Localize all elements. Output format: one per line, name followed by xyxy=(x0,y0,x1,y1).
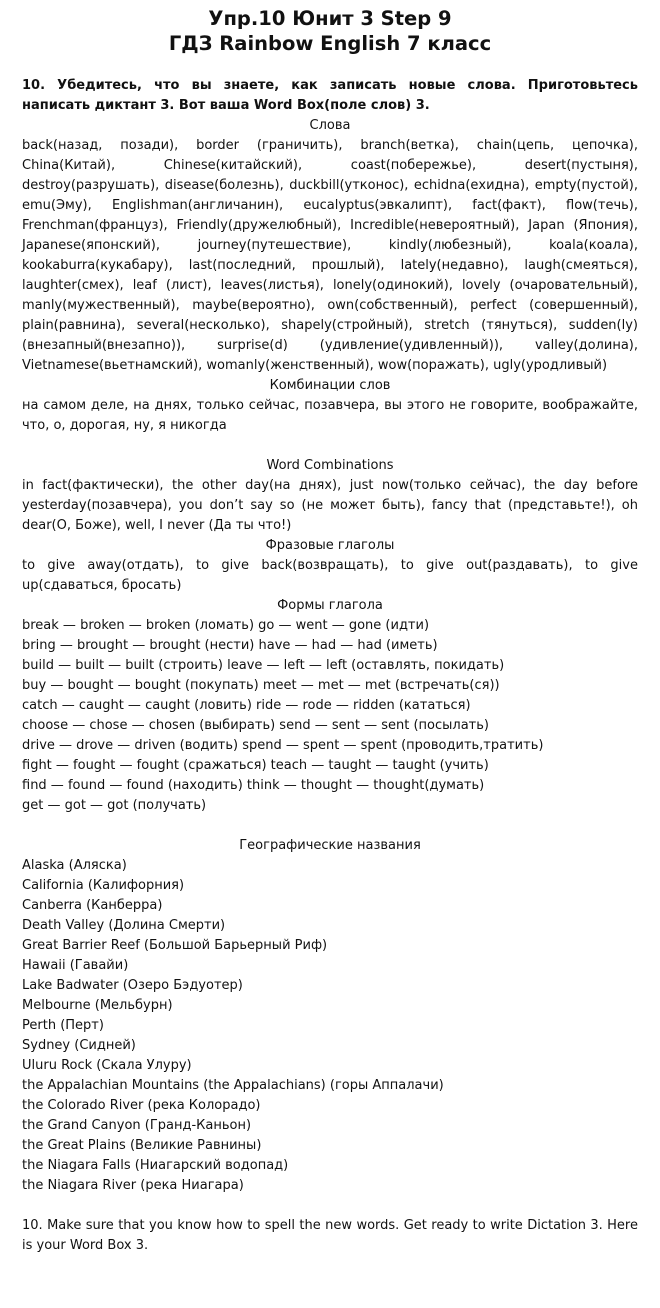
phrasal-verbs-heading: Фразовые глаголы xyxy=(265,538,395,553)
verb-form-line: break — broken — broken (ломать) go — went — gone (идти) xyxy=(22,618,430,633)
geo-names-heading: Географические названия xyxy=(239,838,421,853)
geo-name-line: Melbourne (Мельбурн) xyxy=(22,998,173,1013)
geo-names-list xyxy=(22,856,638,1196)
geo-name-line: Death Valley (Долина Смерти) xyxy=(22,918,226,933)
spacer xyxy=(22,436,638,456)
combinations-en-paragraph: in fact(фактически), the other day(на днях), just now(только сейчас), the day before yesterday(позавчера), you don’t say so (не может быть), fancy that (представьте!), oh dear(О, Боже), well, I never (Да ты что!) xyxy=(22,478,638,533)
geo-name-line: the Appalachian Mountains (the Appalachians) (горы Аппалачи) xyxy=(22,1078,444,1093)
geo-name-line: Lake Badwater (Озеро Бэдуотер) xyxy=(22,978,243,993)
verb-forms-heading: Формы глагола xyxy=(277,598,383,613)
verb-forms-list xyxy=(22,616,638,816)
verb-form-line: fight — fought — fought (сражаться) teach — taught — taught (учить) xyxy=(22,758,489,773)
geo-name-line: Uluru Rock (Скала Улуру) xyxy=(22,1058,192,1073)
combinations-ru-heading: Комбинации слов xyxy=(269,378,391,393)
geo-name-line: Alaska (Аляска) xyxy=(22,858,127,873)
geo-name-line: Sydney (Сидней) xyxy=(22,1038,136,1053)
verb-form-line: choose — chose — chosen (выбирать) send — sent — sent (посылать) xyxy=(22,718,489,733)
verb-form-line: buy — bought — bought (покупать) meet — met — met (встречать(ся)) xyxy=(22,678,500,693)
verb-form-line: drive — drove — driven (водить) spend — spent — spent (проводить,тратить) xyxy=(22,738,544,753)
geo-name-line: Perth (Перт) xyxy=(22,1018,104,1033)
geo-name-line: the Colorado River (река Колорадо) xyxy=(22,1098,261,1113)
spacer xyxy=(22,816,638,836)
verb-form-line: find — found — found (находить) think — thought — thought(думать) xyxy=(22,778,485,793)
geo-name-line: Canberra (Канберра) xyxy=(22,898,163,913)
geo-name-line: California (Калифорния) xyxy=(22,878,185,893)
geo-name-line: the Niagara Falls (Ниагарский водопад) xyxy=(22,1158,289,1173)
words-heading: Слова xyxy=(309,118,351,133)
geo-name-line: the Niagara River (река Ниагара) xyxy=(22,1178,244,1193)
geo-name-line: the Grand Canyon (Гранд-Каньон) xyxy=(22,1118,252,1133)
verb-form-line: build — built — built (строить) leave — left — left (оставлять, покидать) xyxy=(22,658,505,673)
verb-form-line: catch — caught — caught (ловить) ride — rode — ridden (кататься) xyxy=(22,698,471,713)
page-title-line-2: ГДЗ Rainbow English 7 класс xyxy=(168,32,492,55)
task-intro: 10. Убедитесь, что вы знаете, как записать новые слова. Приготовьтесь написать диктант 3. Вот ваша Word Box(поле слов) 3. xyxy=(22,78,638,113)
combinations-en-heading: Word Combinations xyxy=(266,458,394,473)
page-title-line-1: Упр.10 Юнит 3 Step 9 xyxy=(208,7,452,30)
geo-name-line: Great Barrier Reef (Большой Барьерный Риф) xyxy=(22,938,328,953)
combinations-ru-paragraph: на самом деле, на днях, только сейчас, позавчера, вы этого не говорите, воображайте, что, о, дорогая, ну, я никогда xyxy=(22,398,638,433)
phrasal-verbs-paragraph: to give away(отдать), to give back(возвращать), to give out(раздавать), to give up(сдаваться, бросать) xyxy=(22,558,638,593)
geo-name-line: Hawaii (Гавайи) xyxy=(22,958,129,973)
words-paragraph: back(назад, позади), border (граничить), branch(ветка), chain(цепь, цепочка), China(Китай), Chinese(китайский), coast(побережье), desert(пустыня), destroy(разрушать), disease(болезнь), duckbill(утконос), echidna(ехидна), empty(пустой), emu(Эму), Englishman(англичанин), eucalyptus(эвкалипт), fact(факт), flow(течь), Frenchman(француз), Friendly(дружелюбный), Incredible(невероятный), Japan (Япония), Japanese(японский), journey(путешествие), kindly(любезный), koala(коала), kookaburra(кукабару), last(последний, прошлый), lately(недавно), laugh(смеяться), laughter(смех), leaf (лист), leaves(листья), lonely(одинокий), lovely (очаровательный), manly(мужественный), maybe(вероятно), own(собственный), perfect (совершенный), plain(равнина), several(несколько), shapely(стройный), stretch (тянуться), sudden(ly)(внезапный(внезапно)), surprise(d) (удивление(удивленный)), valley(долина), Vietnamese(вьетнамский), womanly(женственный), wow(поражать), ugly(уродливый) xyxy=(22,138,638,373)
verb-form-line: bring — brought — brought (нести) have — had — had (иметь) xyxy=(22,638,438,653)
verb-form-line: get — got — got (получать) xyxy=(22,798,207,813)
english-task-paragraph: 10. Make sure that you know how to spell the new words. Get ready to write Dictation 3. Here is your Word Box 3. xyxy=(22,1218,638,1253)
geo-name-line: the Great Plains (Великие Равнины) xyxy=(22,1138,262,1153)
